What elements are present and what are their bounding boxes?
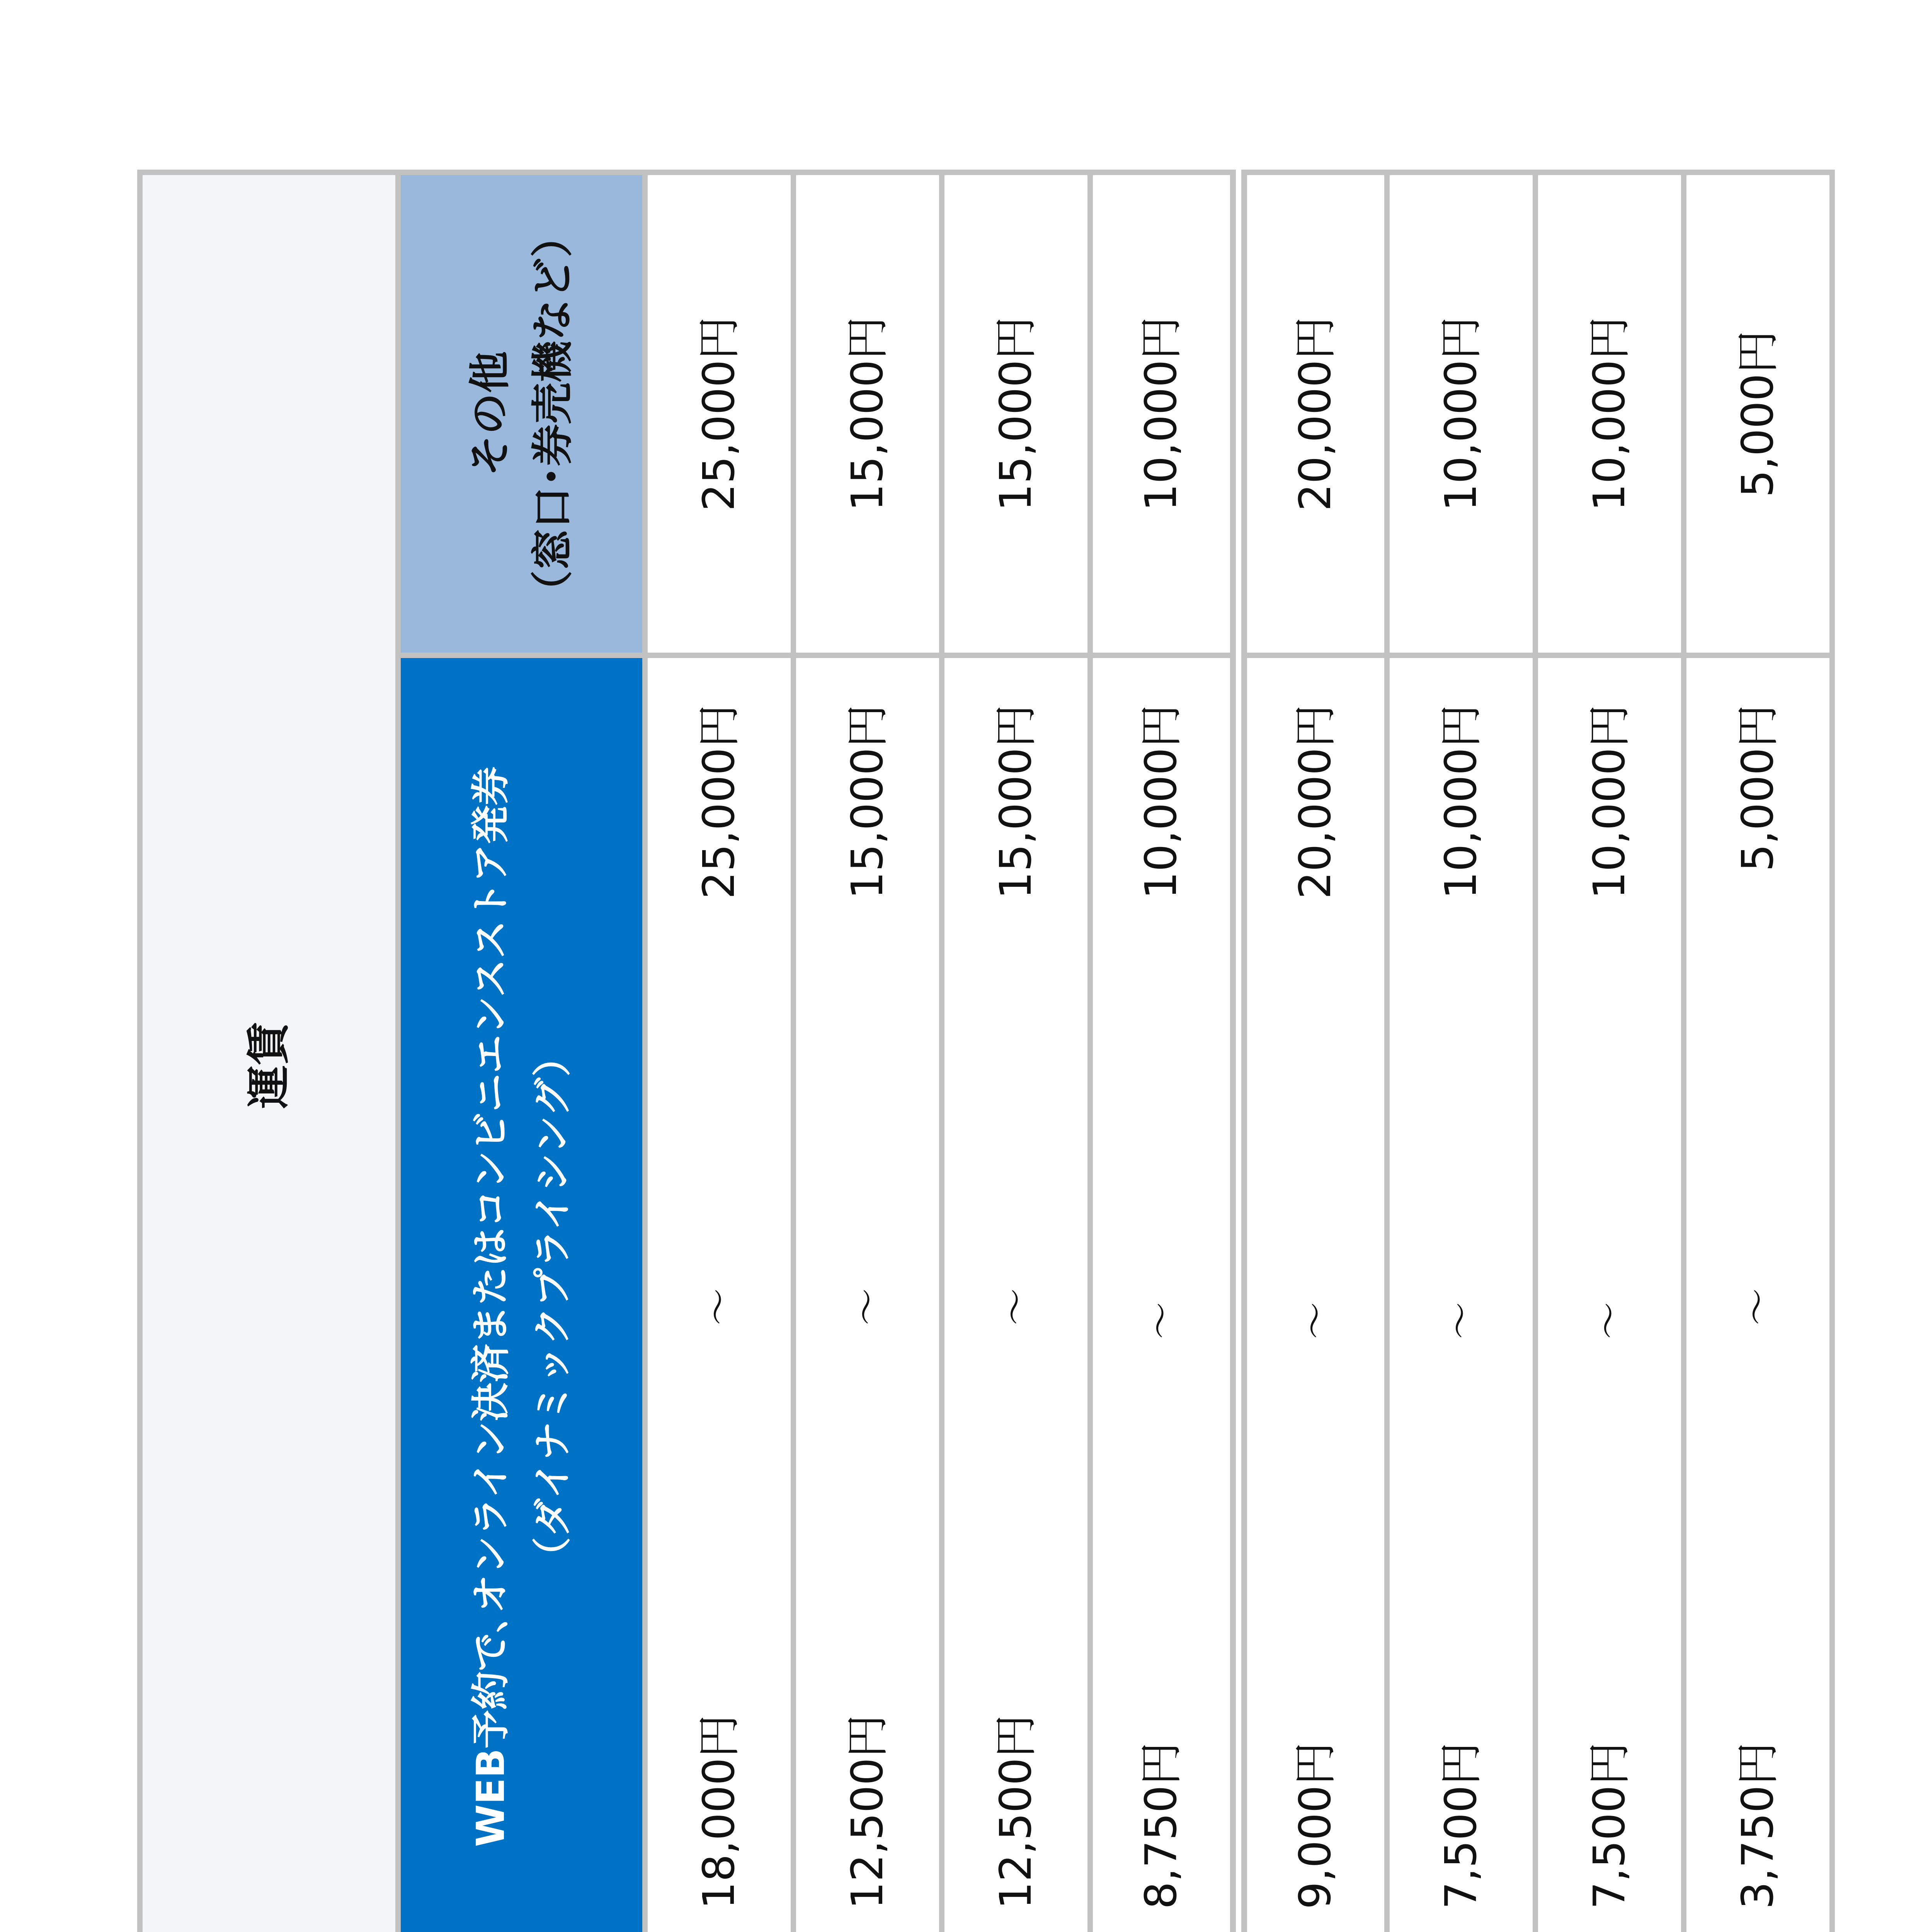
web-price-min: 7,500円 bbox=[1584, 1742, 1635, 1909]
web-booking-header: WEB予約で､オンライン決済またはコンビニエンスストア発券 （ダイナミックプライシング） bbox=[398, 655, 645, 1932]
fare-table bbox=[137, 170, 1835, 1932]
fare-row bbox=[645, 172, 793, 1932]
web-price-cell bbox=[1387, 655, 1535, 1932]
fare-row bbox=[1684, 172, 1832, 1932]
range-tilde: ～ bbox=[1139, 1302, 1183, 1339]
fare-row bbox=[1535, 172, 1684, 1932]
web-price-range bbox=[1727, 658, 1789, 1932]
web-price-min: 3,750円 bbox=[1732, 1742, 1783, 1909]
web-price-max: 20,000円 bbox=[1290, 704, 1341, 899]
web-price-min: 18,000円 bbox=[694, 1714, 744, 1909]
web-price-range bbox=[1130, 658, 1193, 1932]
other-price-cell: 15,000円 bbox=[793, 172, 942, 655]
web-price-max: 15,000円 bbox=[842, 704, 893, 899]
web-price-cell bbox=[1535, 655, 1684, 1932]
fare-row bbox=[1090, 172, 1239, 1932]
web-price-range bbox=[836, 658, 899, 1932]
web-price-max: 25,000円 bbox=[694, 704, 744, 899]
web-price-range bbox=[1430, 658, 1492, 1932]
range-tilde: ～ bbox=[697, 1288, 741, 1325]
other-price-cell: 10,000円 bbox=[1535, 172, 1684, 655]
web-price-max: 10,000円 bbox=[1136, 704, 1187, 899]
web-price-min: 9,000円 bbox=[1290, 1742, 1341, 1909]
web-price-cell bbox=[793, 655, 942, 1932]
other-price-cell: 15,000円 bbox=[942, 172, 1090, 655]
other-price-cell: 10,000円 bbox=[1090, 172, 1239, 655]
web-price-cell bbox=[1684, 655, 1832, 1932]
range-tilde: ～ bbox=[994, 1288, 1038, 1325]
fare-row bbox=[793, 172, 942, 1932]
web-price-cell bbox=[1239, 655, 1387, 1932]
web-price-cell bbox=[645, 655, 793, 1932]
web-price-max: 5,000円 bbox=[1732, 704, 1783, 872]
web-price-min: 7,500円 bbox=[1436, 1742, 1486, 1909]
web-price-max: 10,000円 bbox=[1436, 704, 1486, 899]
web-price-cell bbox=[942, 655, 1090, 1932]
web-price-range bbox=[688, 658, 750, 1932]
header-row-1 bbox=[140, 172, 398, 1932]
rotated-fare-table-wrapper bbox=[137, 175, 1829, 1932]
web-price-range bbox=[1578, 658, 1641, 1932]
range-tilde: ～ bbox=[1439, 1302, 1483, 1339]
web-price-range bbox=[1284, 658, 1347, 1932]
web-price-range bbox=[985, 658, 1047, 1932]
web-price-max: 10,000円 bbox=[1584, 704, 1635, 899]
fare-header: 運賃 bbox=[140, 172, 398, 1932]
web-price-min: 12,500円 bbox=[990, 1714, 1041, 1909]
web-price-max: 15,000円 bbox=[990, 704, 1041, 899]
web-price-min: 8,750円 bbox=[1136, 1742, 1187, 1909]
fare-row bbox=[1239, 172, 1387, 1932]
range-tilde: ～ bbox=[1588, 1302, 1631, 1339]
other-channel-header: その他 （窓口･券売機など） bbox=[398, 172, 645, 655]
web-price-cell bbox=[1090, 655, 1239, 1932]
header-row-2 bbox=[398, 172, 645, 1932]
fare-row bbox=[942, 172, 1090, 1932]
other-price-cell: 20,000円 bbox=[1239, 172, 1387, 655]
web-price-min: 12,500円 bbox=[842, 1714, 893, 1909]
other-price-cell: 25,000円 bbox=[645, 172, 793, 655]
range-tilde: ～ bbox=[1293, 1302, 1337, 1339]
range-tilde: ～ bbox=[1736, 1288, 1780, 1325]
other-price-cell: 5,000円 bbox=[1684, 172, 1832, 655]
fare-row bbox=[1387, 172, 1535, 1932]
range-tilde: ～ bbox=[846, 1288, 889, 1325]
other-price-cell: 10,000円 bbox=[1387, 172, 1535, 655]
